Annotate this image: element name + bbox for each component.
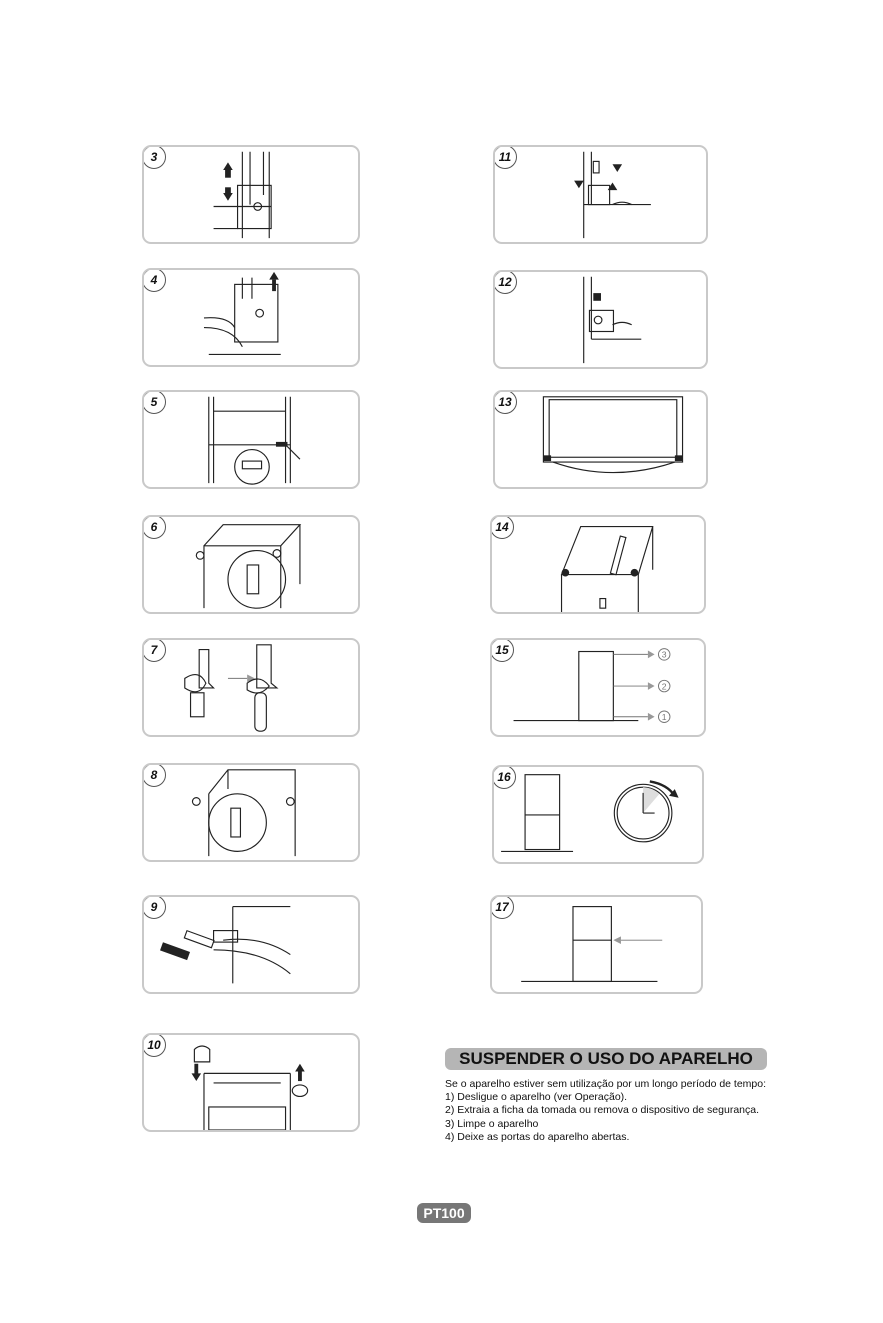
step-11-panel — [493, 145, 708, 244]
step-number: 14 — [490, 515, 514, 539]
suspend-line: 1) Desligue o aparelho (ver Operação). — [445, 1091, 628, 1104]
step-number: 9 — [142, 895, 166, 919]
step-number: 15 — [490, 638, 514, 662]
suspend-section-title: SUSPENDER O USO DO APARELHO — [445, 1048, 767, 1070]
freezer-door-frame-illustration — [495, 392, 706, 487]
cabinet-top-illustration — [144, 392, 358, 487]
cabinet-hinge-refit-illustration — [144, 765, 358, 860]
step-number: 3 — [142, 145, 166, 169]
step-number: 8 — [142, 763, 166, 787]
step-number: 12 — [493, 270, 517, 294]
step-15-panel — [490, 638, 706, 737]
step-6-panel — [142, 515, 360, 614]
lower-hinge-illustration — [495, 147, 706, 242]
step-14-panel — [490, 515, 706, 614]
step-9-panel — [142, 895, 360, 994]
step-5-panel — [142, 390, 360, 489]
hinge-cover-illustration — [144, 1035, 358, 1130]
cabinet-corner-illustration — [144, 517, 358, 612]
step-number: 13 — [493, 390, 517, 414]
step-16-panel — [492, 765, 704, 864]
suspend-line: 3) Limpe o aparelho — [445, 1117, 539, 1130]
level-marker: 2 — [661, 681, 667, 692]
fridge-side-clearance-illustration — [492, 897, 701, 992]
step-7-panel — [142, 638, 360, 737]
step-number: 4 — [142, 268, 166, 292]
step-number: 5 — [142, 390, 166, 414]
fridge-wait-clock-illustration — [494, 767, 702, 862]
fridge-top-screw-illustration — [492, 517, 704, 612]
screwdriver-hinge-illustration — [144, 897, 358, 992]
step-3-panel — [142, 145, 360, 244]
step-17-panel — [490, 895, 703, 994]
step-12-panel — [493, 270, 708, 369]
suspend-line: 4) Deixe as portas do aparelho abertas. — [445, 1130, 630, 1143]
step-number: 11 — [493, 145, 517, 169]
step-number: 7 — [142, 638, 166, 662]
step-number: 17 — [490, 895, 514, 919]
step-13-panel — [493, 390, 708, 489]
level-marker: 3 — [661, 649, 667, 660]
fridge-leveling-illustration — [492, 640, 704, 735]
hinge-pin-wrench-illustration — [144, 640, 358, 735]
hinge-bracket-illustration — [144, 270, 358, 365]
suspend-line: 2) Extraia a ficha da tomada ou remova o dispositivo de segurança. — [445, 1104, 760, 1117]
level-marker: 1 — [661, 712, 667, 723]
step-number: 6 — [142, 515, 166, 539]
page-number-badge: PT100 — [417, 1203, 471, 1223]
step-8-panel — [142, 763, 360, 862]
hinge-removal-illustration — [144, 147, 358, 242]
lower-hinge-refit-illustration — [495, 272, 706, 367]
step-number: 16 — [492, 765, 516, 789]
step-4-panel — [142, 268, 360, 367]
step-10-panel — [142, 1033, 360, 1132]
step-number: 10 — [142, 1033, 166, 1057]
suspend-instructions — [445, 1078, 785, 1144]
suspend-line: Se o aparelho estiver sem utilização por um longo período de tempo: — [445, 1078, 767, 1090]
